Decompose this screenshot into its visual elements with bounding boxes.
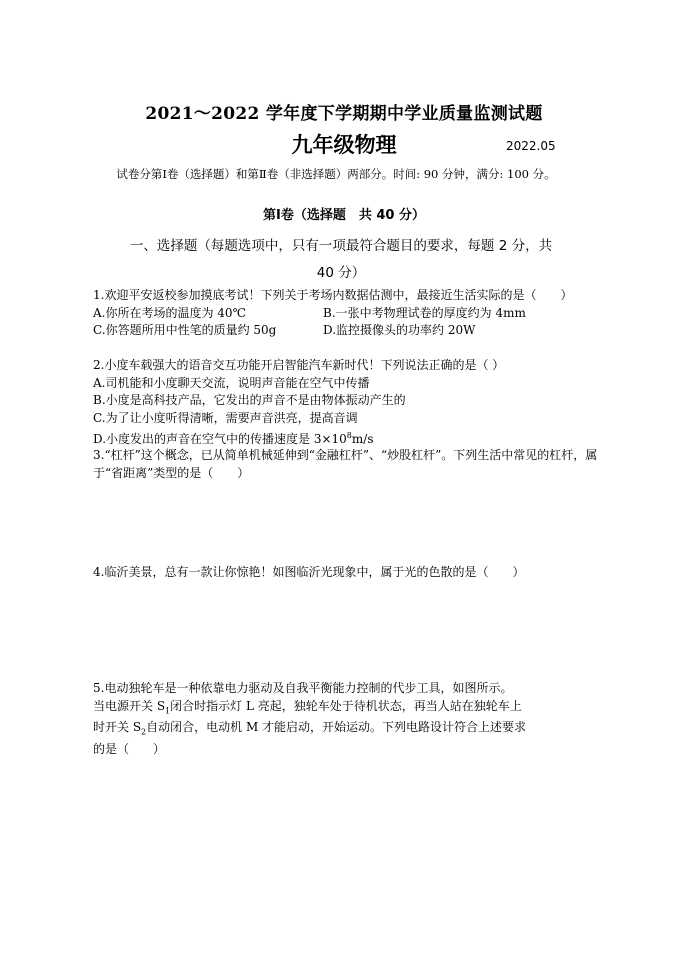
question-5-line-2: [93, 698, 599, 720]
question-1: [93, 287, 599, 340]
question-1-option-d: D.监控摄像头的功率约 20W: [323, 323, 476, 337]
question-5-line-3: [93, 719, 599, 741]
question-1-option-a: A.你所在考场的温度为 40℃: [93, 305, 246, 320]
question-4-stem: 4.临沂美景，总有一款让你惊艳！如图临沂光现象中，属于光的色散的是（ ）: [93, 565, 525, 579]
question-5-switch-2-subscript: 2: [141, 727, 147, 737]
exam-date: 2022.05: [506, 139, 556, 153]
question-1-option-c: C.你答题所用中性笔的质量约 50g: [93, 323, 277, 337]
question-2-option-d-text: D.小度发出的声音在空气中的传播速度是 3×10: [93, 432, 347, 446]
question-5-line-1: 5.电动独轮车是一种依靠电力驱动及自我平衡能力控制的代步工具，如图所示。: [93, 681, 513, 695]
exam-subtitle: 九年级物理: [291, 132, 397, 157]
question-2-option-c: C.为了让小度听得清晰，需要声音洪亮，提高音调: [93, 410, 358, 425]
question-2-option-d: [93, 427, 599, 449]
question-1-options-row-1: [93, 305, 599, 323]
question-1-option-b: B.一张中考物理试卷的厚度约为 4mm: [323, 305, 526, 320]
exam-intro: 试卷分第Ⅰ卷（选择题）和第Ⅱ卷（非选择题）两部分。时间: 90 分钟，满分: 100 分。: [116, 167, 556, 181]
question-2-option-a: A.司机能和小度聊天交流，说明声音能在空气中传播: [93, 375, 370, 390]
question-5: [93, 680, 599, 759]
section-heading-line-2: 40 分）: [316, 265, 366, 281]
part-title: 第Ⅰ卷（选择题 共 40 分）: [263, 208, 425, 223]
section-heading-line-1: 一、选择题（每题选项中，只有一项最符合题目的要求，每题 2 分，共: [129, 238, 553, 254]
question-1-stem: 1.欢迎平安返校参加摸底考试！下列关于考场内数据估测中，最接近生活实际的是（ ）: [93, 288, 573, 302]
question-5-switch-1-subscript: 1: [165, 705, 171, 715]
section-heading: [93, 233, 589, 287]
question-2-option-d-unit: m/s: [351, 432, 374, 446]
question-2-stem: 2.小度车载强大的语音交互功能开启智能汽车新时代！下列说法正确的是（ ）: [93, 358, 505, 372]
question-2-option-d-exponent: 8: [346, 431, 352, 440]
question-2: [93, 357, 599, 449]
question-3: [93, 447, 599, 482]
question-2-option-b: B.小度是高科技产品，它发出的声音不是由物体振动产生的: [93, 393, 406, 407]
question-5-line-3-post: 自动闭合，电动机 M 才能启动，开始运动。下列电路设计符合上述要求: [146, 720, 527, 735]
question-5-line-4: 的是（ ）: [93, 742, 166, 757]
question-5-line-3-pre: 时开关 S: [93, 720, 142, 735]
exam-title: 2021～2022 学年度下学期期中学业质量监测试题: [145, 104, 543, 124]
question-5-line-2-pre: 当电源开关 S: [93, 698, 166, 713]
question-4: [93, 564, 599, 582]
question-1-options-row-2: [93, 322, 599, 340]
question-3-stem: 3.“杠杆”这个概念，已从简单机械延伸到“金融杠杆”、“炒股杠杆”。下列生活中常见的杠杆，属于“省距离”类型的是（ ）: [93, 448, 598, 480]
question-5-line-2-post: 闭合时指示灯 L 亮起，独轮车处于待机状态，再当人站在独轮车上: [170, 698, 522, 713]
